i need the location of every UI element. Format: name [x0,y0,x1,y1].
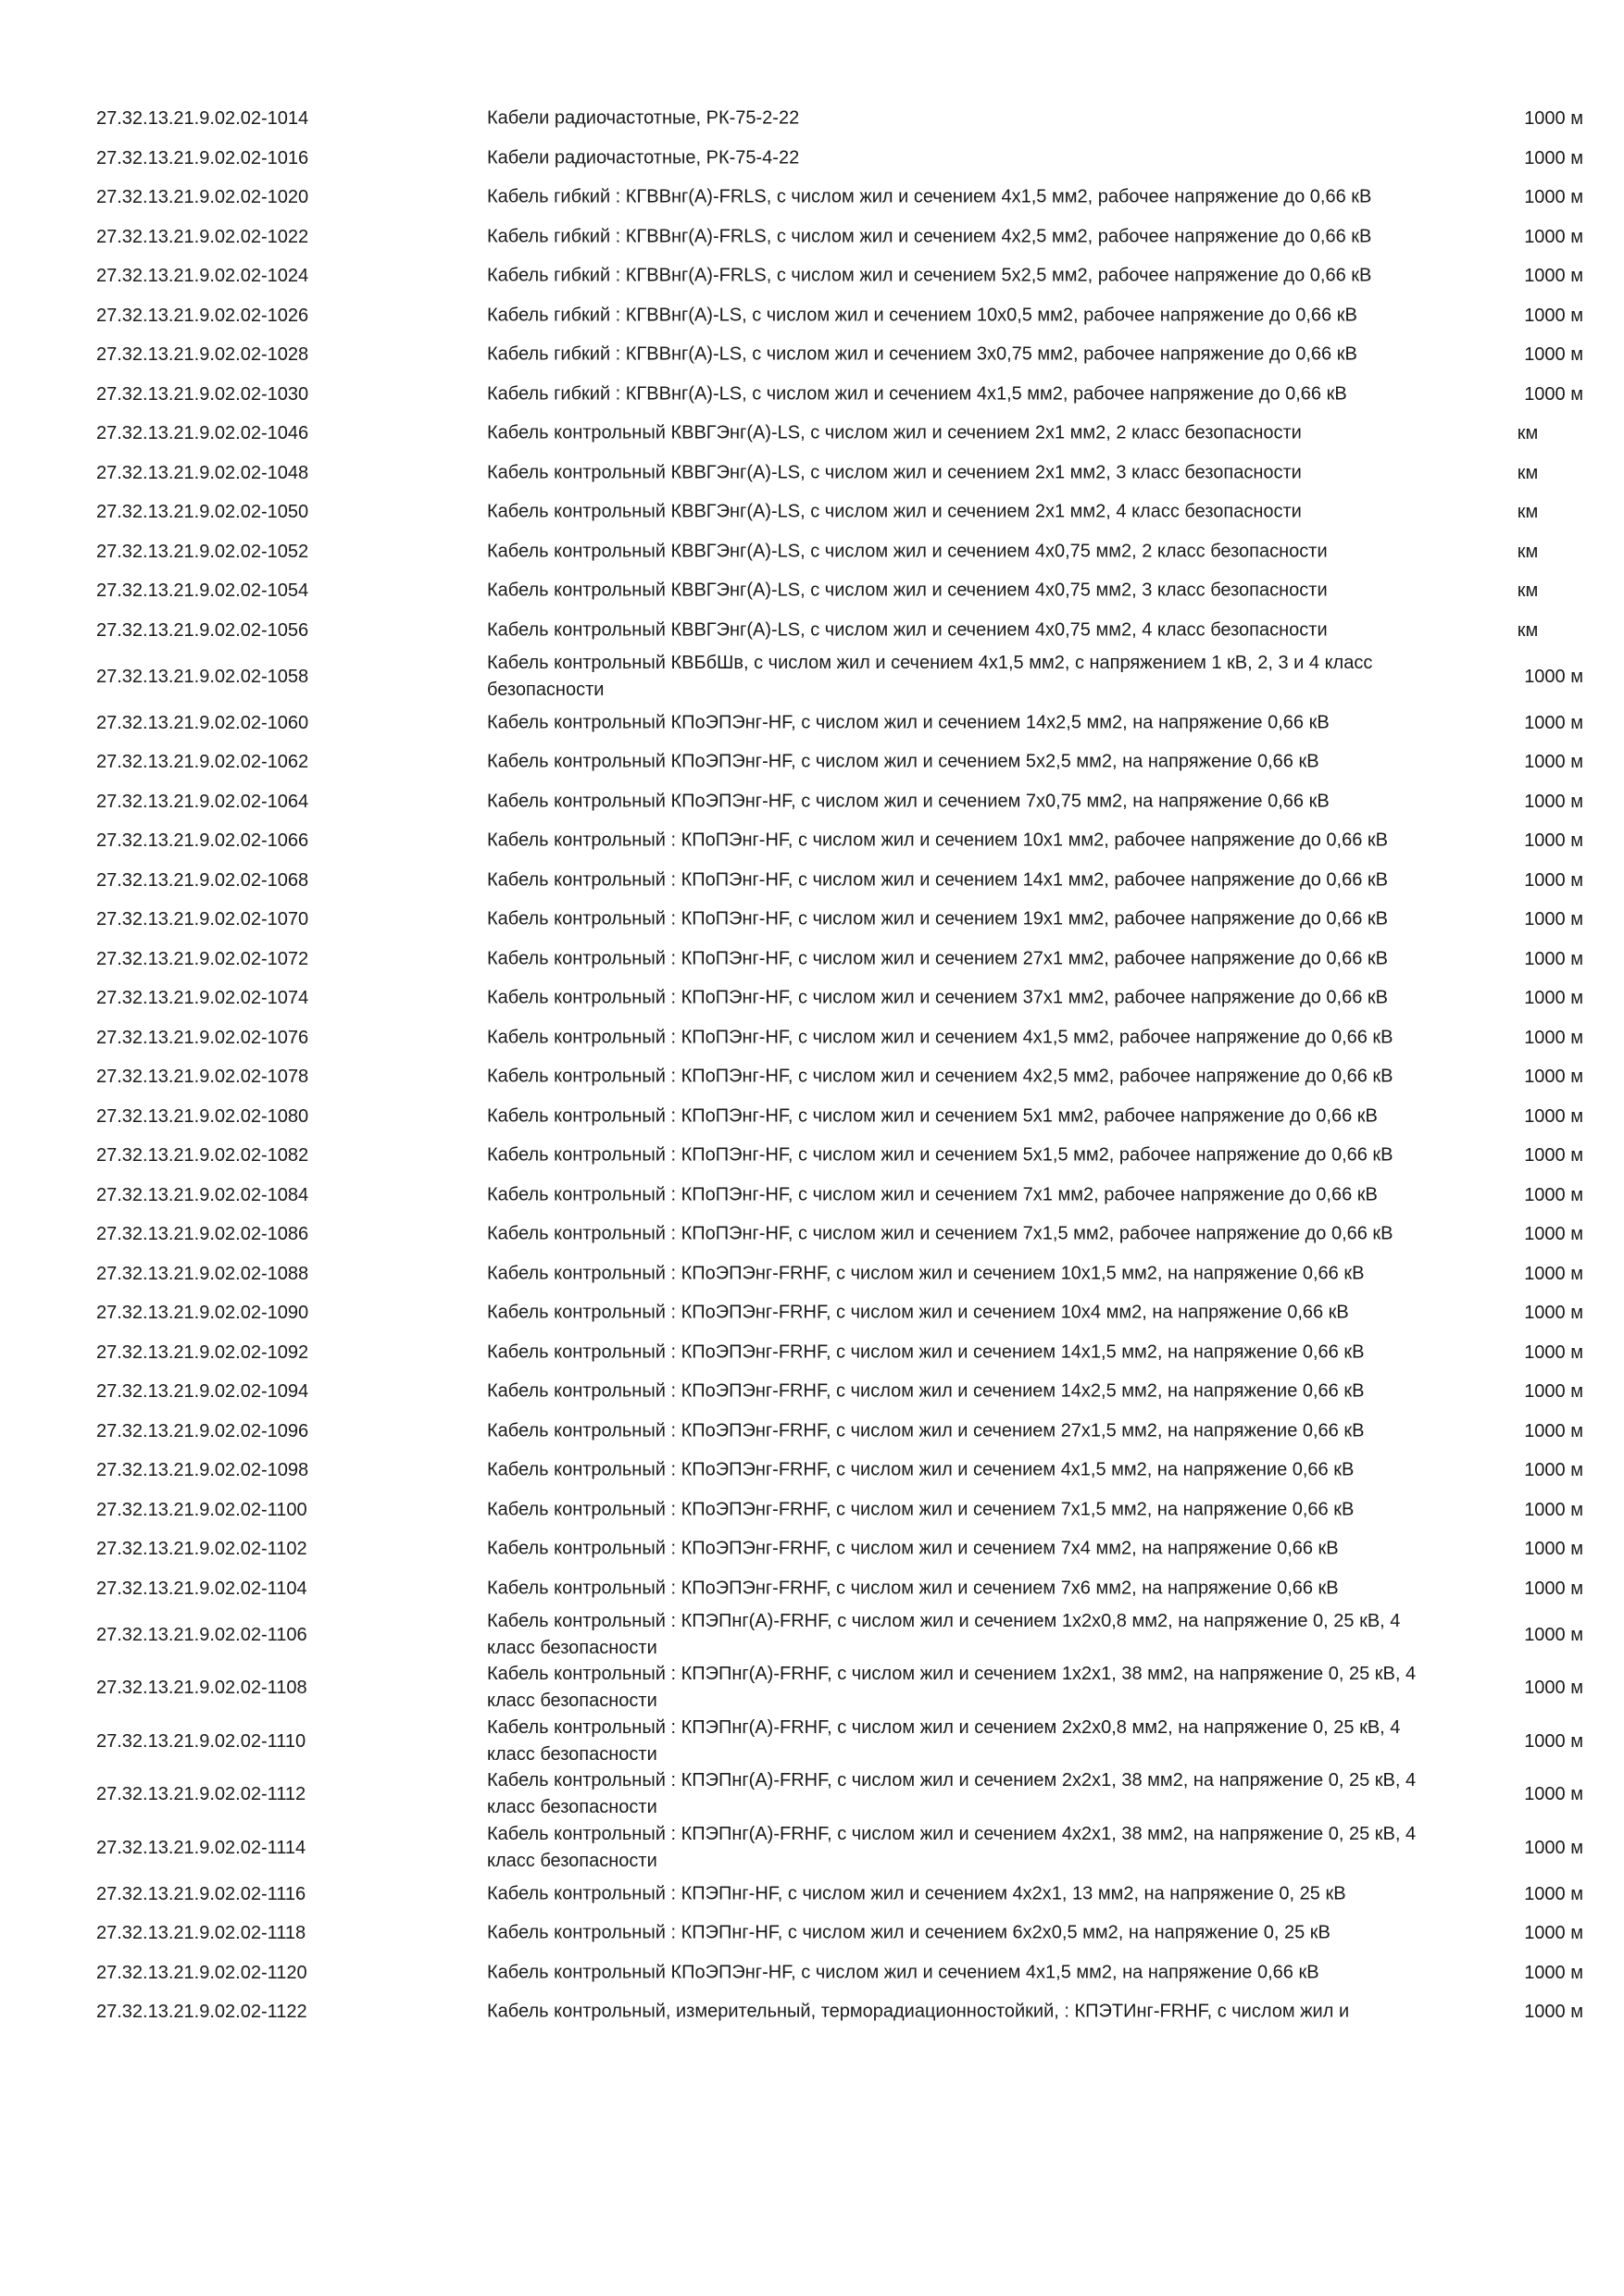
row-code: 27.32.13.21.9.02.02-1070 [96,909,309,930]
row-unit: 1000 м [1524,1837,1583,1858]
table-row [0,704,1624,743]
row-code: 27.32.13.21.9.02.02-1068 [96,869,309,891]
row-unit: км [1517,462,1539,483]
row-description: Кабель контрольный : КПоПЭнг-HF, с числом жил и сечением 7х1,5 мм2, рабочее напряжение до 0,66 кВ [487,1223,1393,1244]
row-code: 27.32.13.21.9.02.02-1096 [96,1420,309,1441]
row-unit: 1000 м [1524,1578,1583,1599]
row-description: Кабель контрольный : КПоПЭнг-HF, с числом жил и сечением 19х1 мм2, рабочее напряжение до 0,66 кВ [487,908,1388,930]
row-unit: 1000 м [1524,1678,1583,1699]
row-description: Кабель контрольный : КПЭПнг-HF, с числом жил и сечением 6х2х0,5 мм2, на напряжение 0, 25 кВ [487,1922,1330,1943]
table-row [0,1136,1624,1176]
table-row [0,611,1624,651]
table-row [0,139,1624,179]
row-code: 27.32.13.21.9.02.02-1022 [96,226,309,247]
row-code: 27.32.13.21.9.02.02-1078 [96,1067,309,1088]
row-code: 27.32.13.21.9.02.02-1122 [96,2002,307,2023]
row-unit: 1000 м [1524,869,1583,891]
row-code: 27.32.13.21.9.02.02-1030 [96,383,309,405]
table-row [0,1176,1624,1216]
row-code: 27.32.13.21.9.02.02-1086 [96,1224,309,1245]
row-description: Кабель гибкий : КГВВнг(А)-FRLS, с числом жил и сечением 5х2,5 мм2, рабочее напряжение до 0,66 кВ [487,265,1372,286]
row-unit: 1000 м [1524,108,1583,130]
row-unit: 1000 м [1524,187,1583,208]
row-description: Кабель контрольный : КПоПЭнг-HF, с числом жил и сечением 14х1 мм2, рабочее напряжение до 0,66 кВ [487,869,1388,891]
row-code: 27.32.13.21.9.02.02-1014 [96,108,309,130]
row-unit: 1000 м [1524,1224,1583,1245]
table-row [0,99,1624,139]
row-description: Кабель контрольный : КПЭПнг(А)-FRHF, с числом жил и сечением 1х2х0,8 мм2, на напряжение 0, 25 кВ, 4 класс безопасности [487,1610,1401,1658]
table-row [0,414,1624,454]
table-row [0,1953,1624,1993]
table-row [0,1992,1624,2032]
row-code: 27.32.13.21.9.02.02-1092 [96,1341,309,1363]
row-description: Кабель контрольный : КПоПЭнг-HF, с числом жил и сечением 5х1 мм2, рабочее напряжение до 0,66 кВ [487,1105,1378,1127]
row-description: Кабель контрольный : КПоПЭнг-HF, с числом жил и сечением 5х1,5 мм2, рабочее напряжение до 0,66 кВ [487,1144,1393,1166]
table-row [0,1215,1624,1254]
row-unit: 1000 м [1524,1067,1583,1088]
table-row [0,650,1624,704]
row-code: 27.32.13.21.9.02.02-1102 [96,1539,307,1560]
row-code: 27.32.13.21.9.02.02-1120 [96,1962,307,1983]
table-row [0,1569,1624,1609]
table-row [0,1451,1624,1491]
row-code: 27.32.13.21.9.02.02-1116 [96,1883,306,1904]
table-row [0,900,1624,940]
row-code: 27.32.13.21.9.02.02-1090 [96,1303,309,1324]
table-row [0,375,1624,415]
row-description: Кабель контрольный : КПоЭПЭнг-FRHF, с числом жил и сечением 7х1,5 мм2, на напряжение 0,66 кВ [487,1499,1355,1520]
row-description: Кабель контрольный, измерительный, терморадиационностойкий, : КПЭТИнг-FRHF, с числом жил и [487,2001,1350,2022]
row-description: Кабель гибкий : КГВВнг(А)-LS, с числом жил и сечением 4х1,5 мм2, рабочее напряжение до 0,66 кВ [487,383,1347,405]
row-unit: 1000 м [1524,1145,1583,1167]
row-code: 27.32.13.21.9.02.02-1084 [96,1184,309,1205]
table-row [0,979,1624,1018]
row-unit: 1000 м [1524,791,1583,812]
row-code: 27.32.13.21.9.02.02-1076 [96,1027,309,1048]
row-unit: 1000 м [1524,1539,1583,1560]
table-row [0,1057,1624,1097]
row-code: 27.32.13.21.9.02.02-1104 [96,1578,307,1599]
row-unit: 1000 м [1524,147,1583,168]
row-code: 27.32.13.21.9.02.02-1108 [96,1678,307,1699]
row-description: Кабель контрольный : КПЭПнг(А)-FRHF, с числом жил и сечением 1х2х1, 38 мм2, на напряжение 0, 25 кВ, 4 класс безопасности [487,1664,1417,1712]
table-row [0,1293,1624,1333]
table-row [0,742,1624,782]
table-row [0,178,1624,218]
row-description: Кабель контрольный КВВГЭнг(А)-LS, с числом жил и сечением 4х0,75 мм2, 2 класс безопасности [487,541,1328,562]
row-unit: 1000 м [1524,830,1583,852]
table-row [0,335,1624,375]
row-code: 27.32.13.21.9.02.02-1118 [96,1923,306,1944]
row-description: Кабель контрольный : КПоЭПЭнг-FRHF, с числом жил и сечением 14х2,5 мм2, на напряжение 0,66 кВ [487,1380,1365,1402]
row-unit: 1000 м [1524,1184,1583,1205]
table-row [0,218,1624,257]
row-unit: 1000 м [1524,909,1583,930]
row-code: 27.32.13.21.9.02.02-1072 [96,948,309,969]
row-description: Кабель контрольный : КПоЭПЭнг-FRHF, с числом жил и сечением 7х6 мм2, на напряжение 0,66 кВ [487,1578,1339,1599]
table-row [0,1608,1624,1662]
row-unit: 1000 м [1524,1027,1583,1048]
row-code: 27.32.13.21.9.02.02-1098 [96,1460,309,1481]
row-unit: 1000 м [1524,1883,1583,1904]
table-row [0,454,1624,493]
row-description: Кабель контрольный : КПЭПнг(А)-FRHF, с числом жил и сечением 2х2х1, 38 мм2, на напряжение 0, 25 кВ, 4 класс безопасности [487,1770,1417,1818]
table-row [0,1412,1624,1452]
row-description: Кабель гибкий : КГВВнг(А)-FRLS, с числом жил и сечением 4х1,5 мм2, рабочее напряжение до 0,66 кВ [487,186,1372,207]
row-unit: 1000 м [1524,988,1583,1009]
row-code: 27.32.13.21.9.02.02-1080 [96,1105,309,1127]
row-unit: 1000 м [1524,344,1583,366]
row-description: Кабель контрольный КВБбШв, с числом жил и сечением 4х1,5 мм2, с напряжением 1 кВ, 2, 3 и 4 класс безопасности [487,652,1373,700]
row-unit: 1000 м [1524,1923,1583,1944]
row-code: 27.32.13.21.9.02.02-1062 [96,752,309,773]
row-unit: 1000 м [1524,752,1583,773]
row-description: Кабель контрольный КВВГЭнг(А)-LS, с числом жил и сечением 2х1 мм2, 4 класс безопасности [487,501,1302,522]
row-description: Кабель контрольный КПоЭПЭнг-HF, с числом жил и сечением 4х1,5 мм2, на напряжение 0,66 кВ [487,1962,1319,1983]
table-row [0,1768,1624,1822]
row-unit: 1000 м [1524,266,1583,287]
row-code: 27.32.13.21.9.02.02-1094 [96,1381,309,1403]
table-row [0,1491,1624,1530]
row-description: Кабель контрольный : КПЭПнг(А)-FRHF, с числом жил и сечением 4х2х1, 38 мм2, на напряжение 0, 25 кВ, 4 класс безопасности [487,1823,1417,1871]
table-row [0,532,1624,572]
table-row [0,782,1624,822]
row-unit: 1000 м [1524,1730,1583,1752]
row-code: 27.32.13.21.9.02.02-1050 [96,502,309,523]
row-description: Кабели радиочастотные, РК-75-4-22 [487,147,800,168]
table-row [0,571,1624,611]
row-description: Кабель контрольный : КПоЭПЭнг-FRHF, с числом жил и сечением 10х1,5 мм2, на напряжение 0,66 кВ [487,1263,1365,1284]
row-code: 27.32.13.21.9.02.02-1074 [96,988,309,1009]
table-row [0,493,1624,532]
row-description: Кабели радиочастотные, РК-75-2-22 [487,107,800,129]
table-row [0,1372,1624,1412]
table-row [0,1821,1624,1875]
table-row [0,1018,1624,1058]
row-code: 27.32.13.21.9.02.02-1082 [96,1145,309,1167]
row-unit: 1000 м [1524,1499,1583,1520]
row-code: 27.32.13.21.9.02.02-1016 [96,147,309,168]
table-row [0,1662,1624,1716]
table-row [0,861,1624,901]
row-unit: 1000 м [1524,1420,1583,1441]
row-description: Кабель контрольный КВВГЭнг(А)-LS, с числом жил и сечением 2х1 мм2, 2 класс безопасности [487,422,1302,443]
row-description: Кабель контрольный : КПоЭПЭнг-FRHF, с числом жил и сечением 14х1,5 мм2, на напряжение 0,66 кВ [487,1341,1365,1363]
row-code: 27.32.13.21.9.02.02-1046 [96,423,309,444]
row-code: 27.32.13.21.9.02.02-1112 [96,1784,306,1805]
row-description: Кабель контрольный : КПоЭПЭнг-FRHF, с числом жил и сечением 10х4 мм2, на напряжение 0,66 кВ [487,1302,1349,1323]
row-unit: 1000 м [1524,712,1583,733]
row-description: Кабель гибкий : КГВВнг(А)-LS, с числом жил и сечением 3х0,75 мм2, рабочее напряжение до 0,66 кВ [487,343,1357,365]
row-code: 27.32.13.21.9.02.02-1066 [96,830,309,852]
row-unit: 1000 м [1524,2002,1583,2023]
row-description: Кабель контрольный : КПоПЭнг-HF, с числом жил и сечением 7х1 мм2, рабочее напряжение до 0,66 кВ [487,1184,1378,1205]
row-unit: 1000 м [1524,666,1583,687]
row-code: 27.32.13.21.9.02.02-1020 [96,187,309,208]
row-description: Кабель контрольный : КПЭПнг-HF, с числом жил и сечением 4х2х1, 13 мм2, на напряжение 0, 25 кВ [487,1883,1346,1904]
row-description: Кабель контрольный : КПоЭПЭнг-FRHF, с числом жил и сечением 7х4 мм2, на напряжение 0,66 кВ [487,1538,1339,1559]
row-code: 27.32.13.21.9.02.02-1106 [96,1624,307,1645]
row-unit: 1000 м [1524,1303,1583,1324]
row-description: Кабель контрольный КПоЭПЭнг-HF, с числом жил и сечением 5х2,5 мм2, на напряжение 0,66 кВ [487,751,1319,772]
row-code: 27.32.13.21.9.02.02-1052 [96,541,309,562]
row-description: Кабель контрольный КПоЭПЭнг-HF, с числом жил и сечением 7х0,75 мм2, на напряжение 0,66 кВ [487,791,1330,812]
row-description: Кабель контрольный : КПоЭПЭнг-FRHF, с числом жил и сечением 27х1,5 мм2, на напряжение 0,66 кВ [487,1420,1365,1441]
row-unit: 1000 м [1524,1784,1583,1805]
row-description: Кабель контрольный : КПЭПнг(А)-FRHF, с числом жил и сечением 2х2х0,8 мм2, на напряжение 0, 25 кВ, 4 класс безопасности [487,1716,1401,1765]
table-row [0,1914,1624,1953]
row-description: Кабель контрольный КВВГЭнг(А)-LS, с числом жил и сечением 2х1 мм2, 3 класс безопасности [487,462,1302,483]
table-row [0,1875,1624,1915]
row-code: 27.32.13.21.9.02.02-1110 [96,1730,306,1752]
row-code: 27.32.13.21.9.02.02-1054 [96,580,309,602]
row-code: 27.32.13.21.9.02.02-1026 [96,305,309,326]
row-unit: 1000 м [1524,948,1583,969]
row-code: 27.32.13.21.9.02.02-1064 [96,791,309,812]
table-row [0,1254,1624,1294]
row-unit: 1000 м [1524,1341,1583,1363]
row-description: Кабель контрольный : КПоПЭнг-HF, с числом жил и сечением 27х1 мм2, рабочее напряжение до 0,66 кВ [487,948,1388,969]
row-code: 27.32.13.21.9.02.02-1058 [96,666,309,687]
row-code: 27.32.13.21.9.02.02-1114 [96,1837,306,1858]
table-row [0,1097,1624,1137]
row-unit: 1000 м [1524,305,1583,326]
table-row [0,1333,1624,1373]
table-row [0,1529,1624,1569]
row-unit: 1000 м [1524,383,1583,405]
row-unit: км [1517,423,1539,444]
table-row [0,1715,1624,1768]
table-row [0,821,1624,861]
row-code: 27.32.13.21.9.02.02-1028 [96,344,309,366]
row-description: Кабель контрольный : КПоЭПЭнг-FRHF, с числом жил и сечением 4х1,5 мм2, на напряжение 0,66 кВ [487,1459,1355,1480]
row-code: 27.32.13.21.9.02.02-1048 [96,462,309,483]
row-description: Кабель контрольный КПоЭПЭнг-HF, с числом жил и сечением 14х2,5 мм2, на напряжение 0,66 кВ [487,712,1330,733]
row-unit: 1000 м [1524,1962,1583,1983]
row-code: 27.32.13.21.9.02.02-1060 [96,712,309,733]
row-description: Кабель контрольный : КПоПЭнг-HF, с числом жил и сечением 37х1 мм2, рабочее напряжение до 0,66 кВ [487,987,1388,1008]
row-description: Кабель гибкий : КГВВнг(А)-FRLS, с числом жил и сечением 4х2,5 мм2, рабочее напряжение до 0,66 кВ [487,226,1372,247]
row-unit: 1000 м [1524,1381,1583,1403]
row-description: Кабель контрольный КВВГЭнг(А)-LS, с числом жил и сечением 4х0,75 мм2, 4 класс безопасности [487,619,1328,641]
row-unit: км [1517,580,1539,602]
row-unit: 1000 м [1524,1460,1583,1481]
table-row [0,296,1624,336]
row-code: 27.32.13.21.9.02.02-1024 [96,266,309,287]
row-description: Кабель контрольный : КПоПЭнг-HF, с числом жил и сечением 4х2,5 мм2, рабочее напряжение до 0,66 кВ [487,1066,1393,1087]
row-code: 27.32.13.21.9.02.02-1100 [96,1499,307,1520]
row-unit: км [1517,541,1539,562]
row-description: Кабель гибкий : КГВВнг(А)-LS, с числом жил и сечением 10х0,5 мм2, рабочее напряжение до 0,66 кВ [487,305,1357,326]
row-unit: 1000 м [1524,226,1583,247]
row-code: 27.32.13.21.9.02.02-1088 [96,1263,309,1284]
row-description: Кабель контрольный : КПоПЭнг-HF, с числом жил и сечением 10х1 мм2, рабочее напряжение до 0,66 кВ [487,830,1388,851]
row-unit: км [1517,502,1539,523]
table-row [0,256,1624,296]
table-row [0,940,1624,980]
row-unit: км [1517,619,1539,641]
row-unit: 1000 м [1524,1624,1583,1645]
row-description: Кабель контрольный КВВГЭнг(А)-LS, с числом жил и сечением 4х0,75 мм2, 3 класс безопасности [487,580,1328,601]
row-unit: 1000 м [1524,1105,1583,1127]
row-description: Кабель контрольный : КПоПЭнг-HF, с числом жил и сечением 4х1,5 мм2, рабочее напряжение до 0,66 кВ [487,1027,1393,1048]
row-code: 27.32.13.21.9.02.02-1056 [96,619,309,641]
row-unit: 1000 м [1524,1263,1583,1284]
